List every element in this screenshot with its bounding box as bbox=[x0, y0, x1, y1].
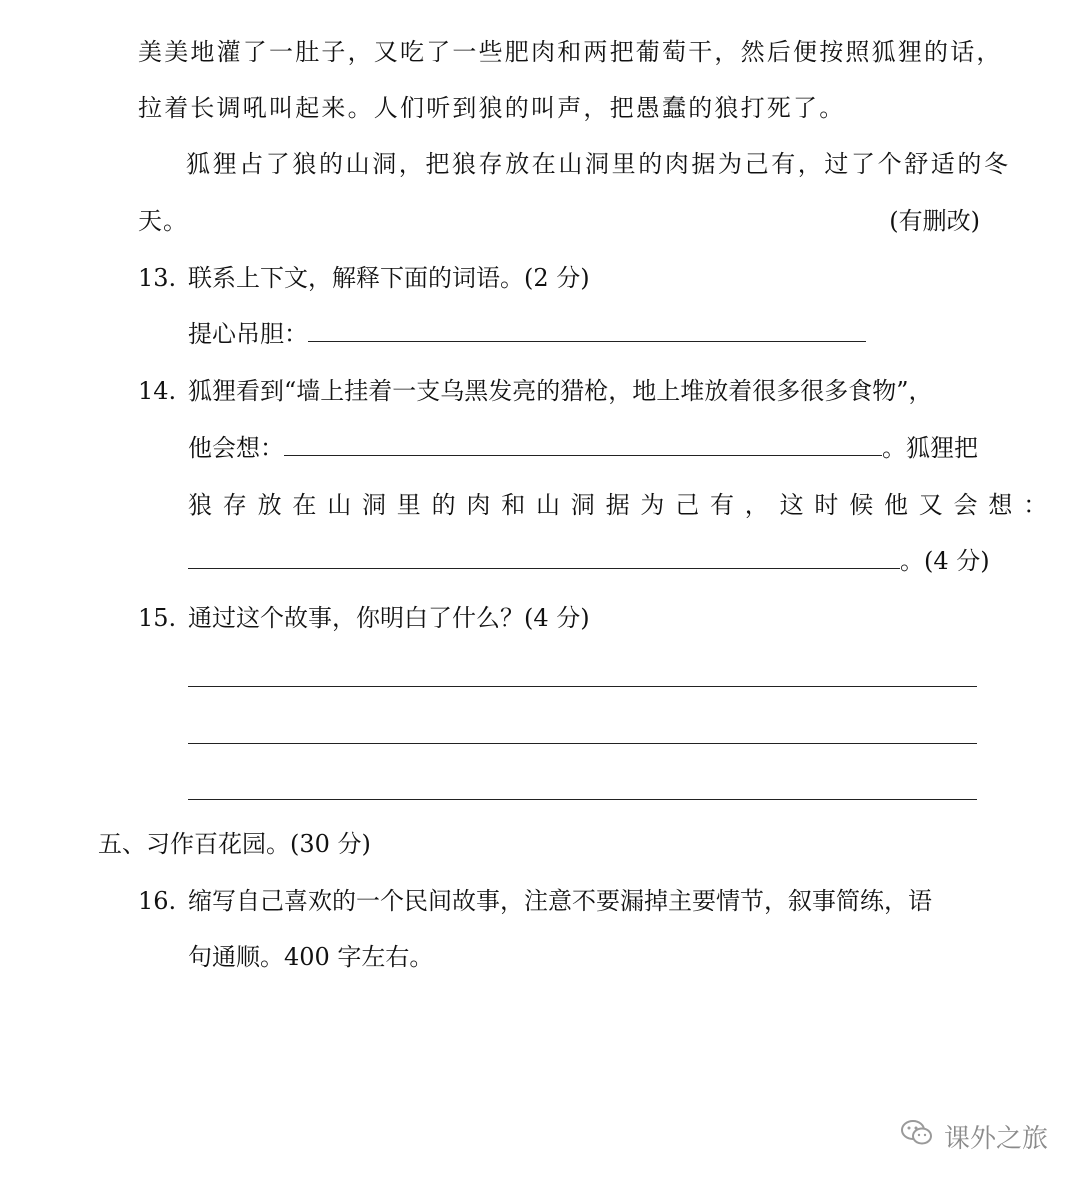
q14-line2-suffix: 。狐狸把 bbox=[882, 434, 978, 462]
question-number: 14. bbox=[138, 377, 177, 405]
q13-answer-row bbox=[188, 318, 866, 350]
wechat-icon bbox=[900, 1118, 934, 1155]
story-line-2: 拉着长调吼叫起来。人们听到狼的叫声，把愚蠢的狼打死了。 bbox=[138, 94, 846, 122]
q14-answer-blank-1[interactable] bbox=[284, 433, 882, 456]
source-note: (有删改) bbox=[889, 207, 980, 235]
section-5-heading: 五、习作百花园。(30 分) bbox=[98, 830, 371, 858]
q15-answer-line-3[interactable] bbox=[188, 799, 977, 800]
story-line-3: 狐狸占了狼的山洞，把狼存放在山洞里的肉据为己有，过了个舒适的冬 bbox=[186, 150, 1011, 178]
q14-line4-suffix: 。(4 分) bbox=[900, 547, 990, 575]
term-label: 提心吊胆： bbox=[188, 320, 308, 348]
q13-answer-blank[interactable] bbox=[308, 319, 866, 342]
question-prompt: 通过这个故事，你明白了什么？(4 分) bbox=[188, 604, 590, 632]
question-13 bbox=[138, 262, 590, 294]
question-number: 13. bbox=[138, 264, 177, 292]
q15-answer-line-1[interactable] bbox=[188, 686, 977, 687]
question-14 bbox=[138, 375, 933, 407]
watermark-text: 课外之旅 bbox=[943, 1124, 1048, 1154]
question-number: 16. bbox=[138, 887, 177, 915]
q14-answer-blank-2[interactable] bbox=[188, 546, 900, 569]
question-number: 15. bbox=[138, 604, 177, 632]
q15-answer-line-2[interactable] bbox=[188, 743, 977, 744]
question-16 bbox=[138, 885, 932, 917]
q14-answer-row-1 bbox=[188, 432, 978, 464]
question-prompt: 联系上下文，解释下面的词语。(2 分) bbox=[188, 264, 590, 292]
watermark bbox=[900, 1118, 1048, 1155]
question-prompt: 狐狸看到“墙上挂着一支乌黑发亮的猎枪，地上堆放着很多很多食物”， bbox=[188, 377, 933, 405]
q14-line2-prefix: 他会想： bbox=[188, 434, 284, 462]
q14-answer-row-2 bbox=[188, 545, 990, 577]
question-15 bbox=[138, 602, 590, 634]
story-line-1: 美美地灌了一肚子，又吃了一些肥肉和两把葡萄干，然后便按照狐狸的话， bbox=[138, 38, 1003, 66]
question-text-line-1: 缩写自己喜欢的一个民间故事，注意不要漏掉主要情节，叙事简练，语 bbox=[188, 887, 932, 915]
story-line-4: 天。 bbox=[138, 207, 188, 235]
q16-line-2: 句通顺。400 字左右。 bbox=[188, 943, 434, 971]
q14-line-3: 狼存放在山洞里的肉和山洞据为己有，这时候他又会想： bbox=[188, 491, 1058, 519]
